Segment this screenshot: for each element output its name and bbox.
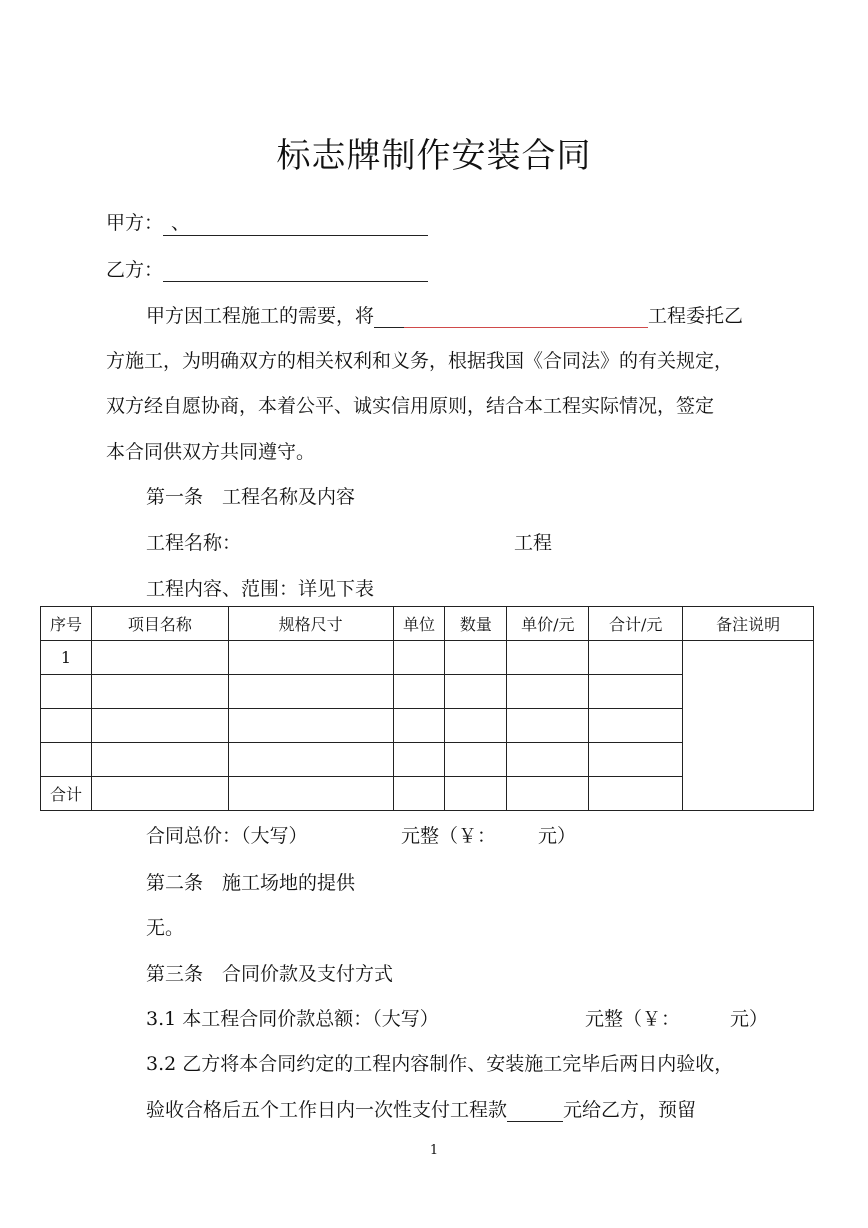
table-cell xyxy=(507,641,589,675)
table-cell xyxy=(228,743,393,777)
clause-3-1-end: 元） xyxy=(730,1008,769,1030)
payment-amount-blank xyxy=(507,1099,563,1122)
total-price-mid: 元整（￥： xyxy=(401,825,497,847)
table-cell xyxy=(228,709,393,743)
table-header-cell: 合计/元 xyxy=(589,607,683,641)
table-cell xyxy=(41,743,92,777)
table-cell xyxy=(91,743,228,777)
table-cell xyxy=(445,709,507,743)
table-cell: 1 xyxy=(41,641,92,675)
table-header-cell: 序号 xyxy=(41,607,92,641)
intro-line-3: 双方经自愿协商，本着公平、诚实信用原则，结合本工程实际情况，签定 xyxy=(106,395,715,417)
clause-3-2-line-2 xyxy=(146,1095,696,1122)
party-b-field xyxy=(163,259,428,282)
table-cell xyxy=(393,743,445,777)
clause-3-1-label: 3.1 本工程合同价款总额：（大写） xyxy=(146,1008,439,1030)
article-2-body: 无。 xyxy=(146,917,185,939)
article-2-heading: 第二条 施工场地的提供 xyxy=(146,872,356,894)
table-cell xyxy=(228,777,393,811)
table-cell xyxy=(393,641,445,675)
table-cell xyxy=(393,709,445,743)
table-cell xyxy=(228,675,393,709)
table-header-cell: 规格尺寸 xyxy=(228,607,393,641)
party-b-line xyxy=(106,255,428,282)
table-cell xyxy=(393,675,445,709)
table-cell xyxy=(41,709,92,743)
table-header-row xyxy=(41,607,814,641)
intro-blank-black xyxy=(374,305,404,328)
table-cell xyxy=(445,777,507,811)
article-1-heading: 第一条 工程名称及内容 xyxy=(146,486,356,508)
table-cell xyxy=(589,777,683,811)
table-cell xyxy=(445,641,507,675)
table-cell xyxy=(445,675,507,709)
clause-3-1-mid: 元整（￥： xyxy=(585,1008,681,1030)
table-cell xyxy=(91,641,228,675)
table-cell xyxy=(507,675,589,709)
clause-3-2-line-2-post: 元给乙方，预留 xyxy=(563,1099,697,1121)
table-cell xyxy=(589,709,683,743)
intro-line-1 xyxy=(146,301,743,328)
table-header-cell: 单价/元 xyxy=(507,607,589,641)
table-cell xyxy=(228,641,393,675)
table-cell xyxy=(91,709,228,743)
party-a-line xyxy=(106,208,428,236)
table-cell xyxy=(507,743,589,777)
table-cell xyxy=(507,777,589,811)
project-name-label: 工程名称： xyxy=(146,532,242,554)
intro-blank-red xyxy=(404,305,648,328)
table-cell: 合计 xyxy=(41,777,92,811)
remarks-cell xyxy=(683,641,814,811)
table-cell xyxy=(91,777,228,811)
table-cell xyxy=(91,675,228,709)
article-3-heading: 第三条 合同价款及支付方式 xyxy=(146,963,394,985)
party-b-label: 乙方： xyxy=(106,259,164,281)
intro-line-4: 本合同供双方共同遵守。 xyxy=(106,441,316,463)
document-title: 标志牌制作安装合同 xyxy=(276,136,592,176)
table-cell xyxy=(445,743,507,777)
table-cell xyxy=(41,675,92,709)
table-cell xyxy=(589,675,683,709)
table-cell xyxy=(507,709,589,743)
project-name-suffix: 工程 xyxy=(514,532,553,554)
table-header-cell: 项目名称 xyxy=(91,607,228,641)
intro-line-2: 方施工，为明确双方的相关权利和义务，根据我国《合同法》的有关规定， xyxy=(106,350,734,372)
party-a-label: 甲方： xyxy=(106,212,164,234)
table-cell xyxy=(393,777,445,811)
items-table xyxy=(40,606,814,811)
table-header-cell: 备注说明 xyxy=(683,607,814,641)
clause-3-2-line-2-pre: 验收合格后五个工作日内一次性支付工程款 xyxy=(146,1099,508,1121)
party-a-field xyxy=(163,208,428,236)
intro-line-1-pre: 甲方因工程施工的需要，将 xyxy=(146,305,375,327)
party-a-value: 、 xyxy=(171,212,191,234)
project-scope: 工程内容、范围：详见下表 xyxy=(146,578,375,600)
clause-3-2-line-1: 3.2 乙方将本合同约定的工程内容制作、安装施工完毕后两日内验收， xyxy=(146,1053,734,1075)
intro-line-1-post: 工程委托乙 xyxy=(648,305,744,327)
table-cell xyxy=(589,641,683,675)
total-price-label: 合同总价：（大写） xyxy=(146,825,308,847)
table-row xyxy=(41,641,814,675)
page-number: 1 xyxy=(429,1143,439,1158)
total-price-end: 元） xyxy=(538,825,577,847)
table-cell xyxy=(589,743,683,777)
table-header-cell: 数量 xyxy=(445,607,507,641)
table-header-cell: 单位 xyxy=(393,607,445,641)
